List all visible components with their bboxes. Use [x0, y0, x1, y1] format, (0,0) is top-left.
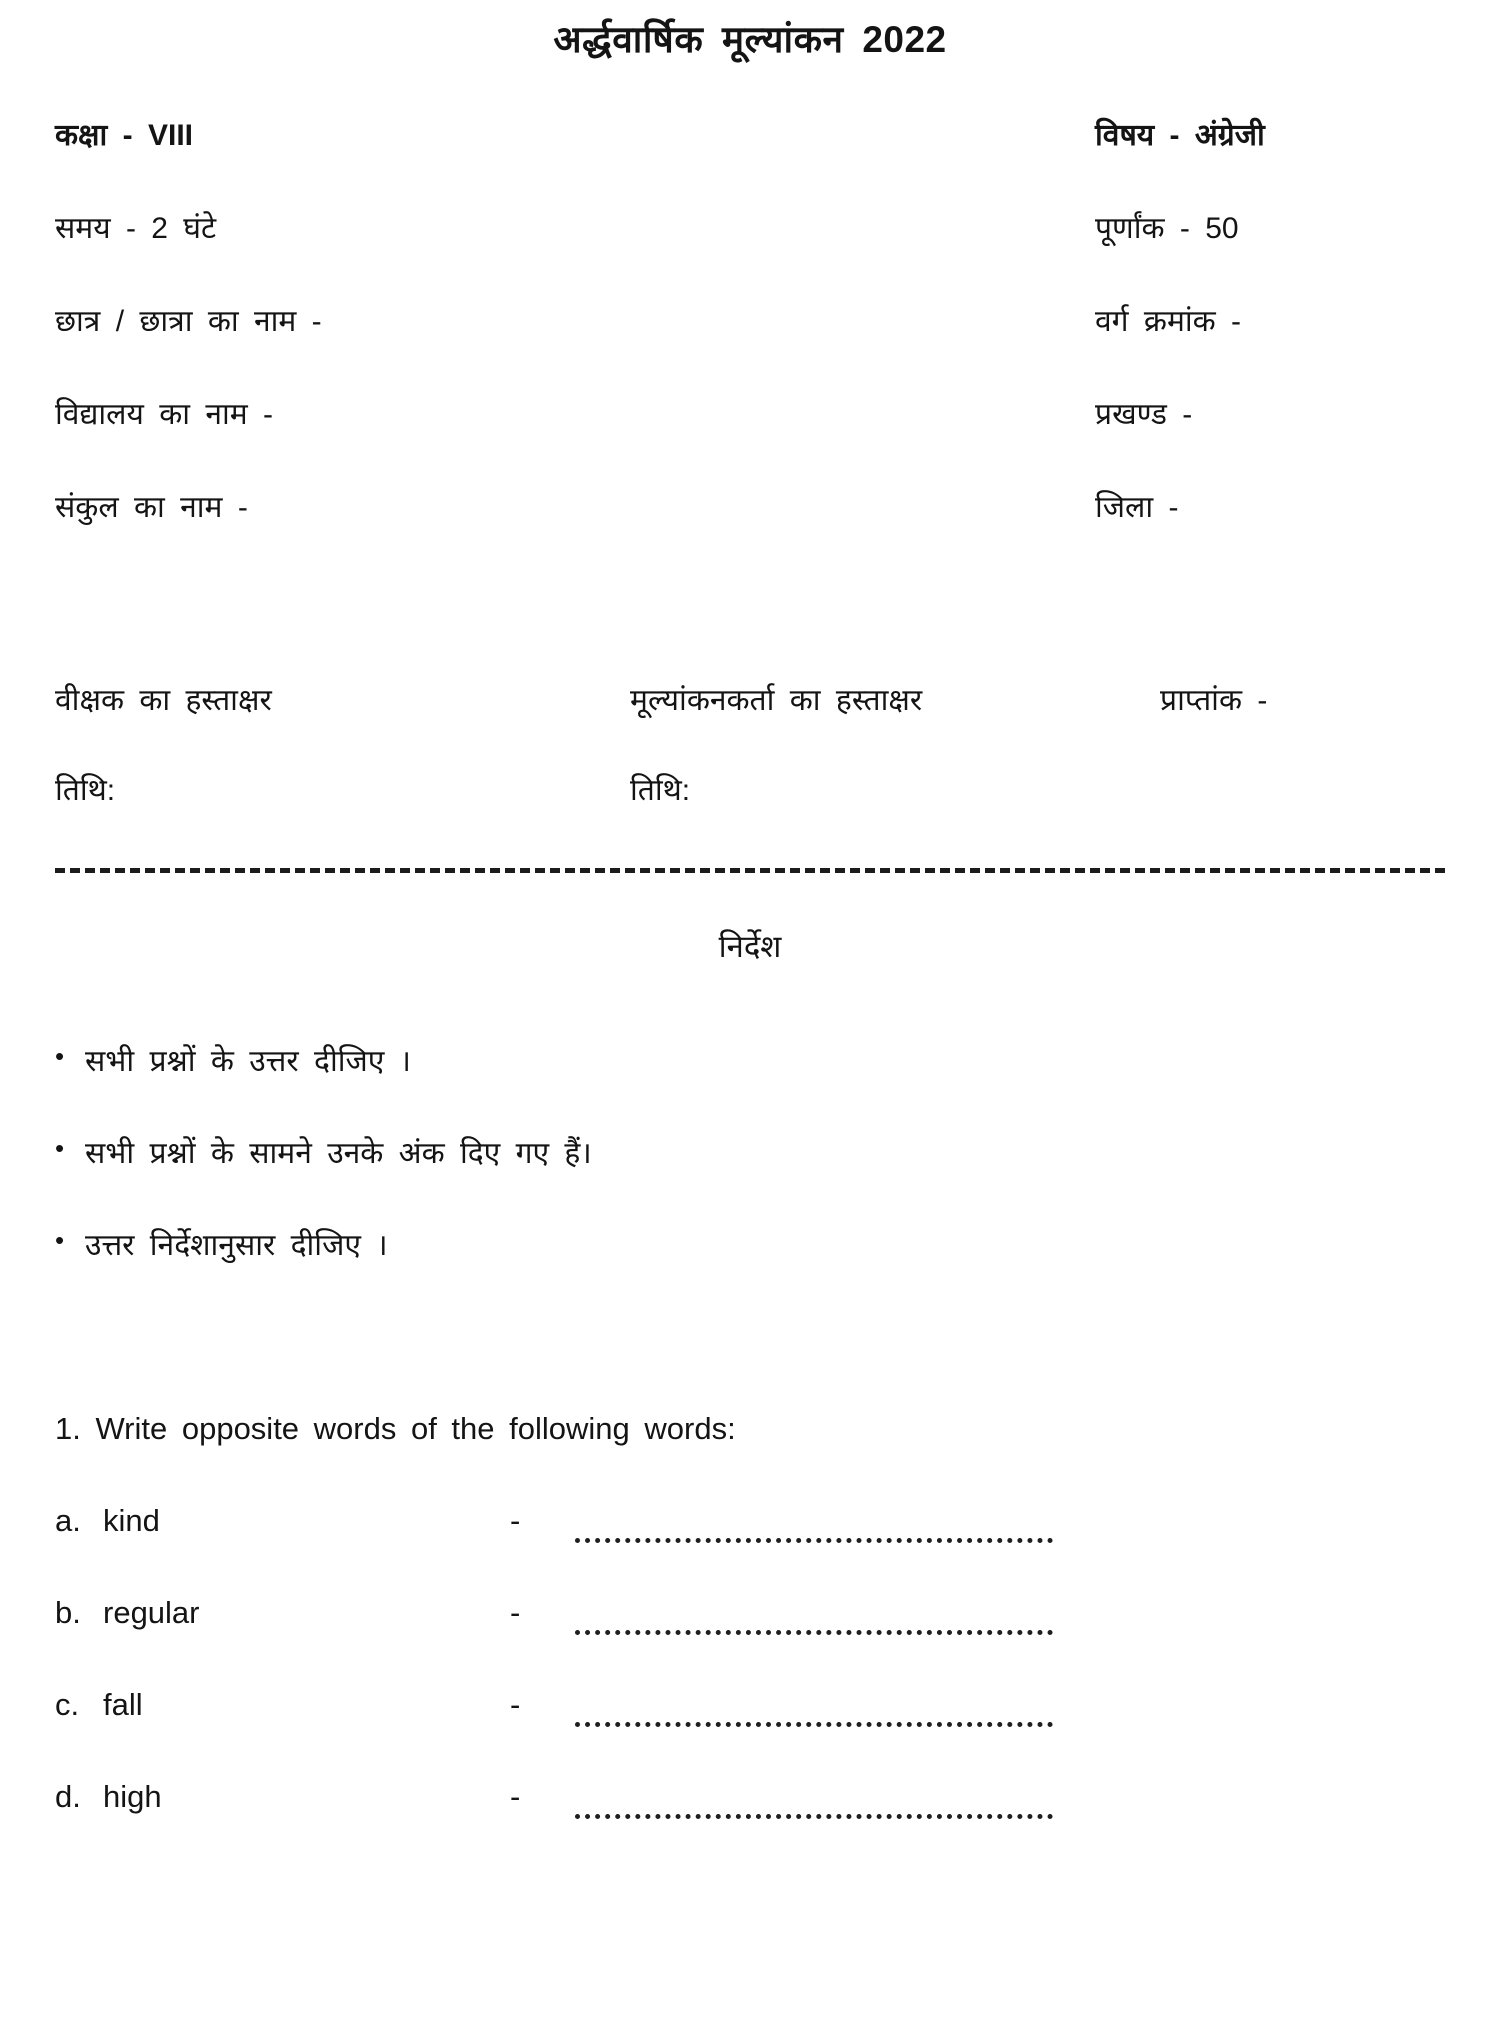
instructions-heading: निर्देश — [718, 929, 782, 964]
word-label — [55, 1687, 510, 1723]
instruction-text: उत्तर निर्देशानुसार दीजिए । — [85, 1229, 388, 1262]
exam-header-fields — [55, 113, 1445, 523]
answer-blank — [575, 1693, 1053, 1727]
subject-label: विषय - अंग्रेजी — [1095, 119, 1265, 152]
header-row-class-subject — [55, 113, 1445, 151]
dashed-separator — [55, 868, 1445, 873]
opposite-word-row — [55, 1687, 1445, 1727]
opposite-word-row — [55, 1503, 1445, 1543]
dash-separator: - — [510, 1595, 521, 1630]
bullet-icon: • — [55, 1041, 65, 1071]
header-row-school-block — [55, 392, 1445, 430]
date-label-left: तिथि: — [55, 774, 116, 807]
date-row — [55, 768, 1445, 806]
header-row-time-marks — [55, 206, 1445, 244]
item-word: fall — [103, 1687, 143, 1722]
header-row-cluster-district — [55, 485, 1445, 523]
marks-obtained-label: प्राप्तांक - — [1160, 684, 1268, 717]
page-title: अर्द्धवार्षिक मूल्यांकन 2022 — [553, 19, 947, 60]
instruction-text: सभी प्रश्नों के सामने उनके अंक दिए गए हैं। — [85, 1137, 592, 1170]
class-label: कक्षा - VIII — [55, 119, 193, 152]
word-label — [55, 1503, 510, 1539]
roll-number-label: वर्ग क्रमांक - — [1095, 305, 1242, 338]
question-1-title: 1. Write opposite words of the following words: — [55, 1411, 736, 1446]
dash-separator: - — [510, 1687, 521, 1722]
block-label: प्रखण्ड - — [1095, 398, 1193, 431]
item-letter: b. — [55, 1595, 81, 1630]
opposite-word-row — [55, 1779, 1445, 1819]
district-label: जिला - — [1095, 491, 1179, 524]
cluster-name-label: संकुल का नाम - — [55, 491, 248, 524]
opposite-word-row — [55, 1595, 1445, 1635]
item-letter: c. — [55, 1687, 80, 1722]
item-letter: d. — [55, 1779, 81, 1814]
question-1-items — [55, 1503, 1445, 1819]
header-row-student-roll — [55, 299, 1445, 337]
school-name-label: विद्यालय का नाम - — [55, 398, 274, 431]
student-name-label: छात्र / छात्रा का नाम - — [55, 305, 322, 338]
answer-blank — [575, 1601, 1053, 1635]
word-label — [55, 1779, 510, 1815]
answer-blank — [575, 1509, 1053, 1543]
item-letter: a. — [55, 1503, 81, 1538]
instructions-list — [55, 1039, 1445, 1263]
dash-separator: - — [510, 1503, 521, 1538]
dash-separator: - — [510, 1779, 521, 1814]
word-label — [55, 1595, 510, 1631]
instruction-item — [55, 1131, 1445, 1171]
time-label: समय - 2 घंटे — [55, 212, 217, 245]
answer-blank — [575, 1785, 1053, 1819]
item-word: regular — [103, 1595, 200, 1630]
item-word: high — [103, 1779, 162, 1814]
bullet-icon: • — [55, 1133, 65, 1163]
instruction-item — [55, 1039, 1445, 1079]
signature-row — [55, 678, 1445, 716]
full-marks-label: पूर्णांक - 50 — [1095, 212, 1239, 245]
date-label-right: तिथि: — [630, 774, 691, 807]
invigilator-signature-label: वीक्षक का हस्ताक्षर — [55, 684, 272, 717]
bullet-icon: • — [55, 1225, 65, 1255]
instruction-text: सभी प्रश्नों के उत्तर दीजिए । — [85, 1045, 412, 1078]
evaluator-signature-label: मूल्यांकनकर्ता का हस्ताक्षर — [630, 684, 923, 717]
instruction-item — [55, 1223, 1445, 1263]
item-word: kind — [103, 1503, 160, 1538]
